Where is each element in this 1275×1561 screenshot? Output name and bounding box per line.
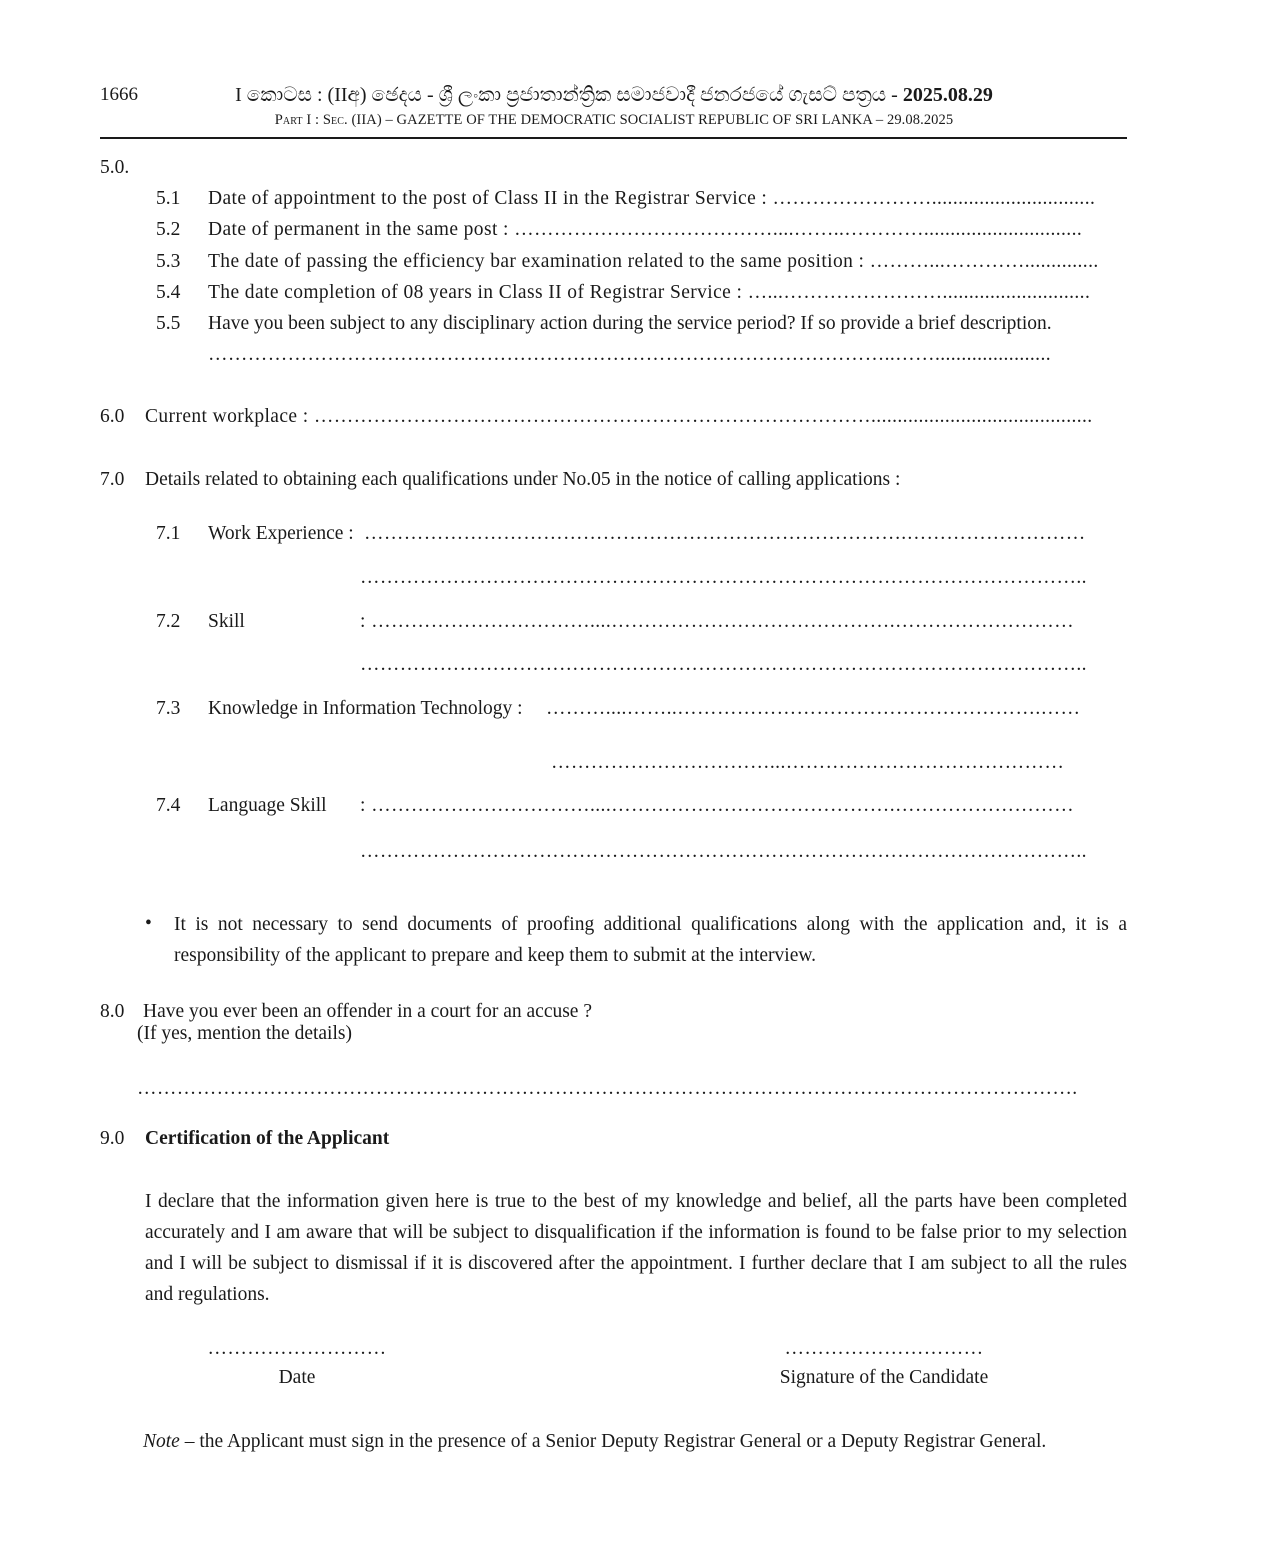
- section-6-number: 6.0: [100, 406, 125, 427]
- item-5-1-number: 5.1: [156, 188, 181, 209]
- it-knowledge-field-line-1[interactable]: ………....……..……………………………………………….……: [546, 698, 1081, 719]
- note-label: Note: [143, 1431, 180, 1452]
- page-number: 1666: [100, 84, 138, 105]
- applicant-note: [143, 1431, 1046, 1453]
- section-9-number: 9.0: [100, 1128, 125, 1149]
- sinhala-title-text: I කොටස : (IIඅ) ඡෙදය - ශ්‍රී ලංකා ප්‍රජාතාන්ත්‍රික සමාජවාදී ජනරජයේ ගැසට් පත්‍රය -: [235, 84, 903, 106]
- offender-details-field[interactable]: …………………………………………………………………………………………………………………………….: [137, 1078, 1078, 1099]
- signature-label: Signature of the Candidate: [779, 1367, 989, 1388]
- gazette-title-english: [0, 112, 1228, 129]
- header-divider: [100, 137, 1127, 139]
- sinhala-title-date: 2025.08.29: [902, 84, 993, 106]
- bullet-note-text: It is not necessary to send documents of proofing additional qualifications along with the application and, it is a responsibility of the applicant to prepare and keep them to submit at the interview.: [174, 914, 1127, 966]
- work-experience-field-line-1[interactable]: ……………………………………………………………………….………………………: [364, 523, 1086, 544]
- current-workplace-field[interactable]: Current workplace : …………………………………………………………………………..........................................: [145, 406, 1093, 427]
- item-7-2-label: Skill: [208, 611, 245, 632]
- date-label: Date: [278, 1367, 316, 1388]
- signature-field[interactable]: …………………………: [784, 1338, 984, 1359]
- section-7-heading: Details related to obtaining each qualifications under No.05 in the notice of calling applications :: [145, 469, 901, 490]
- language-skill-field-line-1[interactable]: : ……………………………....…………………………………….………………………: [360, 795, 1075, 816]
- section-8-hint: (If yes, mention the details): [137, 1023, 352, 1044]
- item-7-1-label: Work Experience :: [208, 523, 354, 544]
- item-7-4-label: Language Skill: [208, 795, 327, 816]
- skill-field-line-1[interactable]: : ……………………………....…………………………………….………………………: [360, 611, 1075, 632]
- skill-field-line-2[interactable]: ………………………………………………………………………………………………..: [360, 654, 1087, 675]
- declaration-paragraph: I declare that the information given here is true to the best of my knowledge and belief, all the parts have been completed accurately and I am aware that will be subject to disqualification if the information is found to be false prior to my selection and I will be subject to dismissal if it is discovered after the appointment. I further declare that I am subject to all the rules and regulations.: [145, 1191, 1127, 1305]
- item-5-4-number: 5.4: [156, 282, 181, 303]
- section-5-number: 5.0.: [100, 157, 130, 178]
- item-5-1-text: Date of appointment to the post of Class II in the Registrar Service : ……………………...............................: [208, 188, 1096, 209]
- note-text: – the Applicant must sign in the presence of a Senior Deputy Registrar General or a Deputy Registrar General.: [179, 1431, 1047, 1452]
- item-7-1-number: 7.1: [156, 523, 181, 544]
- item-5-3-text: The date of passing the efficiency bar examination related to the same position : ………...…………..............: [208, 251, 1099, 272]
- work-experience-field-line-2[interactable]: ………………………………………………………………………………………………..: [360, 567, 1087, 588]
- certification-heading: Certification of the Applicant: [145, 1128, 390, 1149]
- section-8-question: Have you ever been an offender in a court for an accuse ?: [143, 1001, 592, 1022]
- item-7-3-number: 7.3: [156, 698, 181, 719]
- section-8-number: 8.0: [100, 1001, 125, 1022]
- item-7-4-number: 7.4: [156, 795, 181, 816]
- item-5-2-number: 5.2: [156, 219, 181, 240]
- item-7-3-label: Knowledge in Information Technology :: [208, 698, 523, 719]
- gazette-title-sinhala: [0, 84, 1228, 107]
- gazette-part-label: Part I : Sec.: [274, 112, 348, 128]
- it-knowledge-field-line-2[interactable]: ……………………………...……………………………………: [551, 752, 1065, 773]
- item-5-4-text: The date completion of 08 years in Class II of Registrar Service : …...……………………............................: [208, 282, 1091, 303]
- item-5-5-number: 5.5: [156, 313, 181, 334]
- section-7-number: 7.0: [100, 469, 125, 490]
- item-5-3-number: 5.3: [156, 251, 181, 272]
- item-5-2-text: Date of permanent in the same post : …………………………………....……..…………..............................: [208, 219, 1083, 240]
- item-5-5-text: Have you been subject to any disciplinary action during the service period? If so provide a brief description.: [208, 313, 1052, 334]
- gazette-title-text: (IIA) – GAZETTE OF THE DEMOCRATIC SOCIALIST REPUBLIC OF SRI LANKA – 29.08.2025: [347, 112, 954, 128]
- item-7-2-number: 7.2: [156, 611, 181, 632]
- bullet-icon: •: [145, 913, 152, 934]
- date-field[interactable]: ………………………: [207, 1338, 387, 1359]
- language-skill-field-line-2[interactable]: ………………………………………………………………………………………………..: [360, 841, 1087, 862]
- item-5-5-answer-line[interactable]: …………………………………………………………………………………………..……......................: [208, 344, 1051, 365]
